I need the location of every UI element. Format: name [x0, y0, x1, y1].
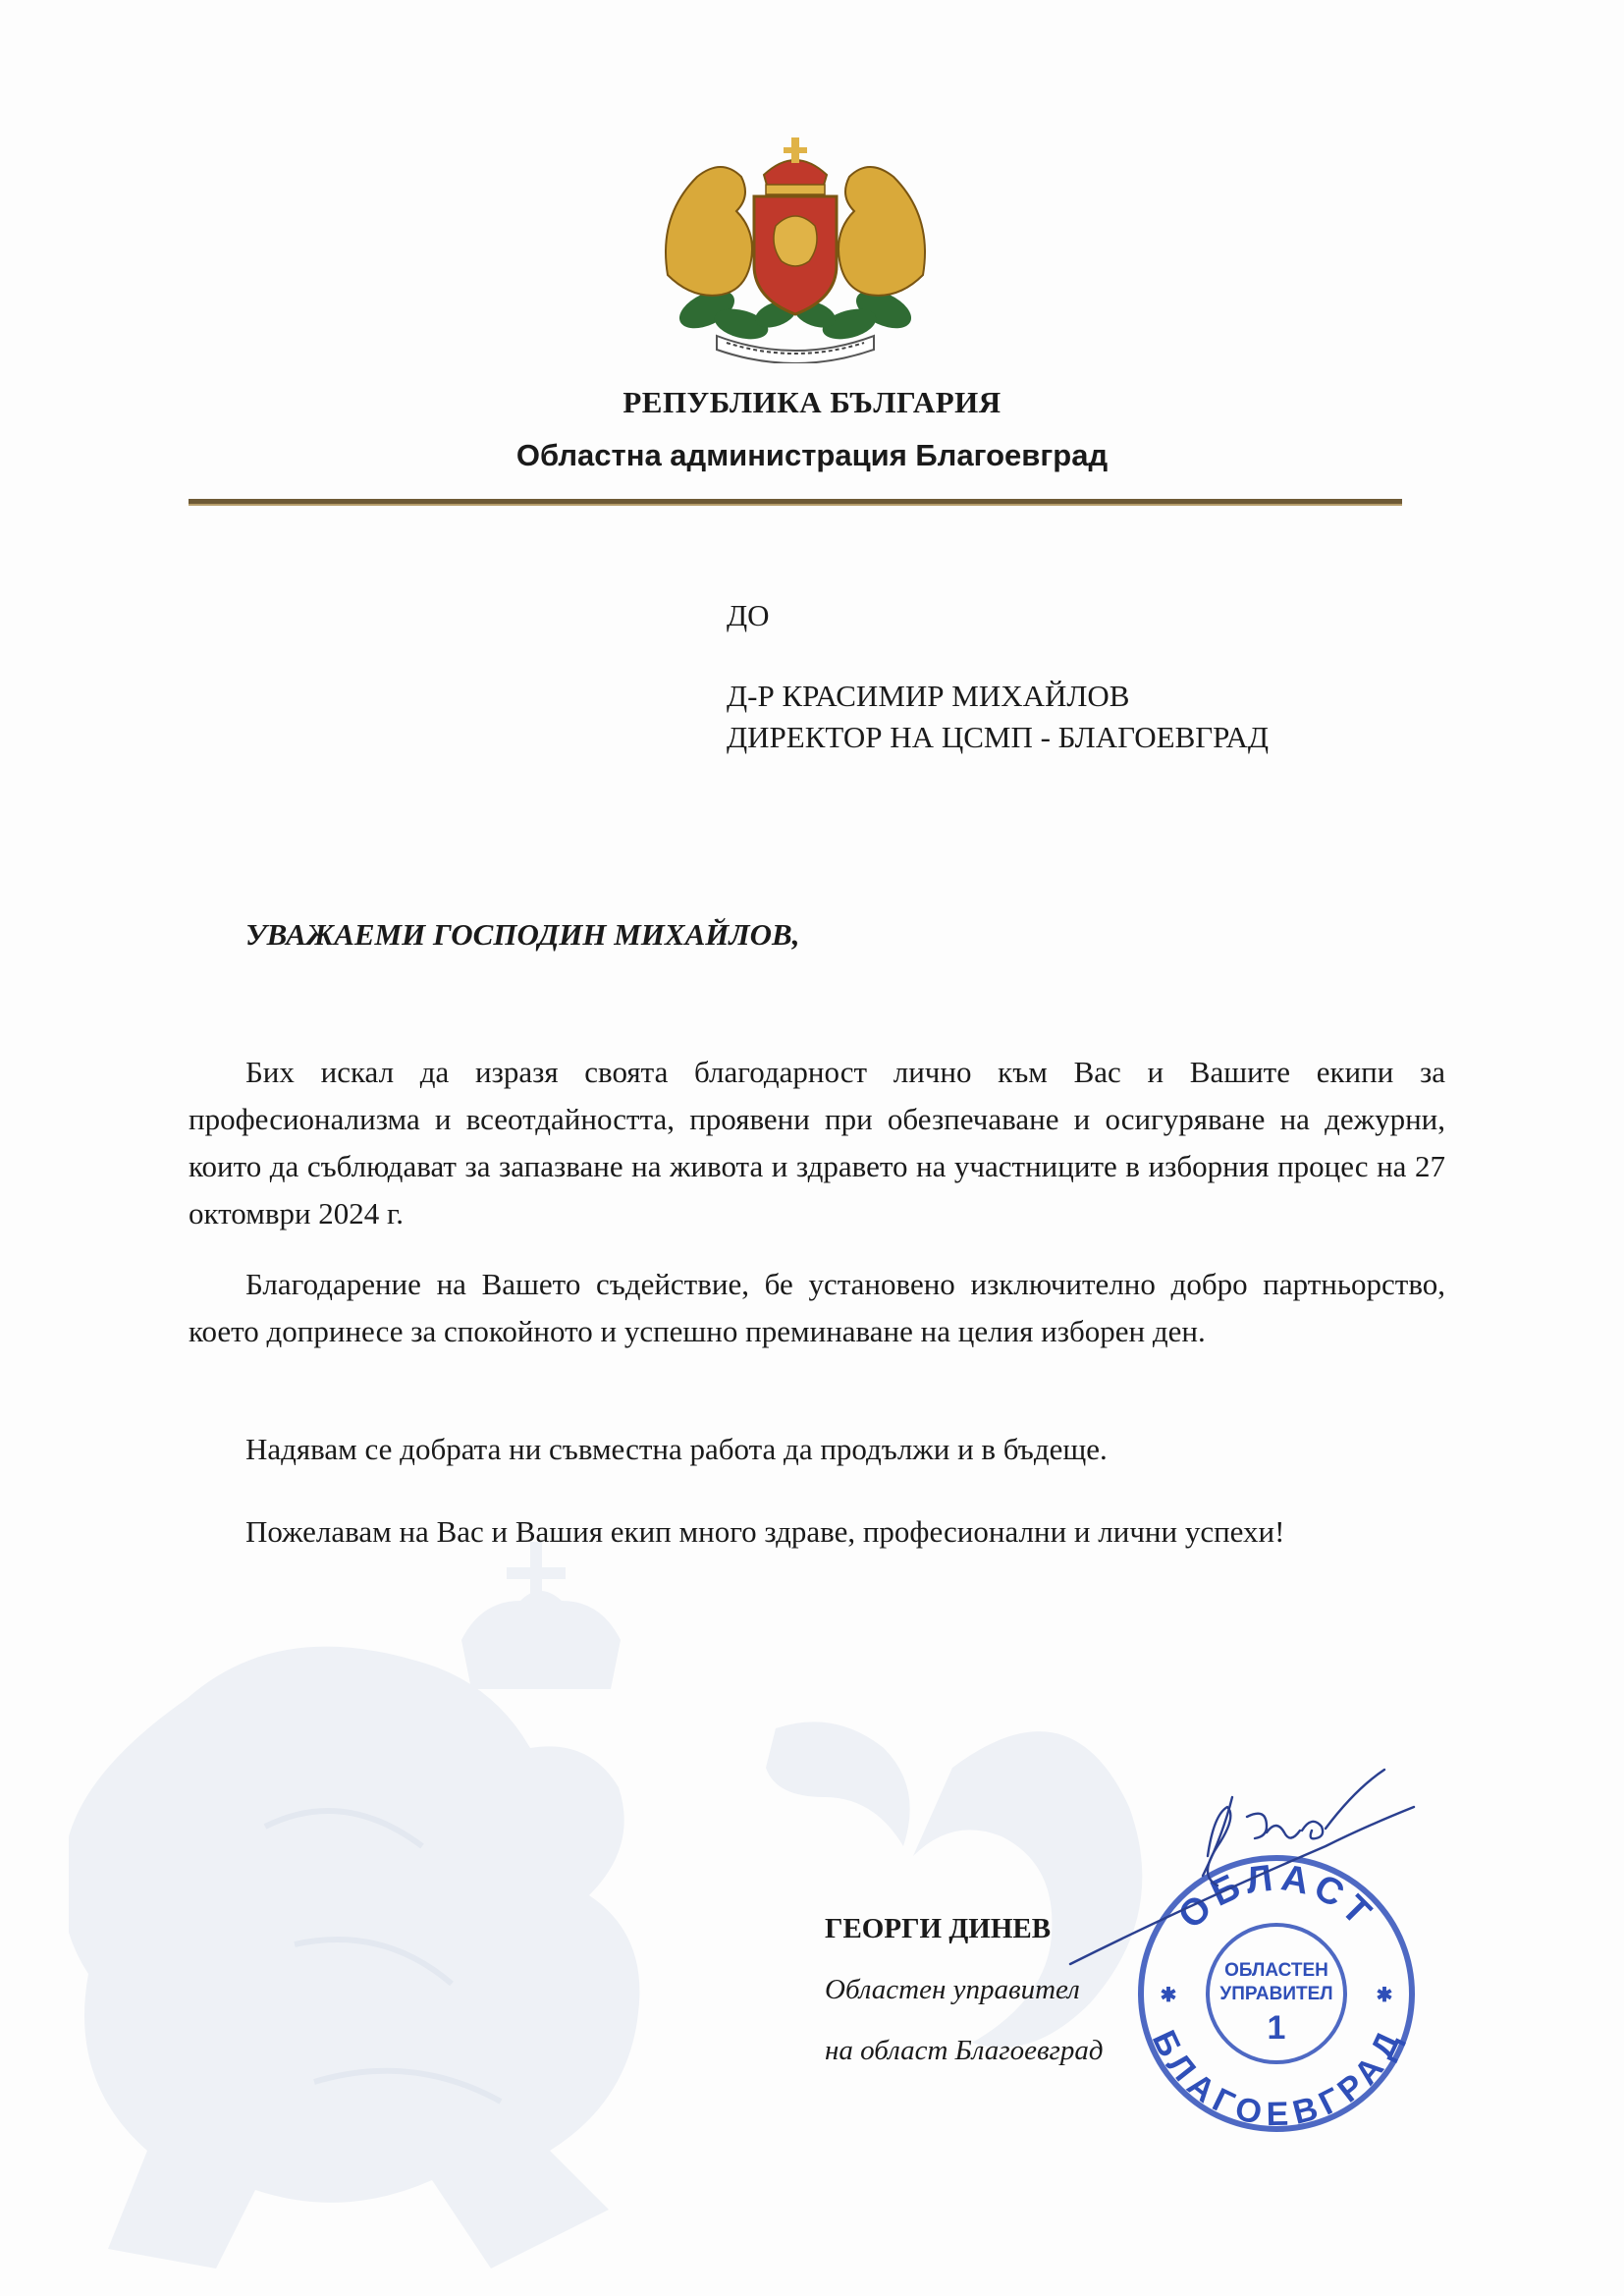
- letter-paragraph: [189, 1049, 1445, 1237]
- svg-text:✱: ✱: [1160, 1985, 1177, 2006]
- header-country: РЕПУБЛИКА БЪЛГАРИЯ: [623, 385, 1001, 419]
- signatory-role: Областен управител: [825, 1974, 1080, 2005]
- letter-paragraph: [189, 1493, 1445, 1556]
- header-divider: [189, 499, 1402, 506]
- seal-center-line1: ОБЛАСТЕН: [1224, 1960, 1328, 1981]
- seal-center-line2: УПРАВИТЕЛ: [1219, 1984, 1333, 2004]
- paragraph-text: Бих искал да изразя своята благодарност лично към Вас и Вашите екипи за професионализма и всеотдайността, проявени при обезпечаване и осигуряване на дежурни, които да съблюдават за запазване на живота и здравето на участниците в изборния процес на 27 октомври 2024 г.: [189, 1055, 1445, 1230]
- signatory-region: на област Благоевград: [825, 2035, 1104, 2066]
- header-organization: Областна администрация Благоевград: [515, 438, 1109, 472]
- seal-number: 1: [1267, 2009, 1286, 2047]
- paragraph-text: Благодарение на Вашето съдействие, бе установено изключително добро партньорство, което допринесе за спокойното и успешно преминаване на целия изборен ден.: [189, 1267, 1445, 1348]
- salutation: УВАЖАЕМИ ГОСПОДИН МИХАЙЛОВ,: [245, 917, 800, 952]
- paragraph-text: Надявам се добрата ни съвместна работа да продължи и в бъдеще.: [245, 1432, 1108, 1466]
- recipient-name: Д-Р КРАСИМИР МИХАЙЛОВ: [727, 679, 1130, 713]
- paragraph-text: Пожелавам на Вас и Вашия екип много здраве, професионални и лични успехи!: [245, 1514, 1285, 1549]
- signatory-name: ГЕОРГИ ДИНЕВ: [825, 1913, 1052, 1944]
- bulgarian-coat-of-arms-icon: [648, 128, 943, 363]
- lion-watermark-icon: [69, 1532, 1168, 2278]
- recipient-role: ДИРЕКТОР НА ЦСМП - БЛАГОЕВГРАД: [727, 720, 1269, 754]
- letter-paragraph: [189, 1261, 1445, 1355]
- letter-paragraph: [189, 1426, 1445, 1473]
- handwritten-signature-icon: [1060, 1738, 1434, 1974]
- seal-top-text: ОБЛАСТ: [1170, 1857, 1383, 1938]
- seal-bottom-text: БЛАГОЕВГРАД: [1144, 2024, 1409, 2134]
- address-to: ДО: [727, 598, 770, 632]
- svg-text:✱: ✱: [1376, 1985, 1393, 2006]
